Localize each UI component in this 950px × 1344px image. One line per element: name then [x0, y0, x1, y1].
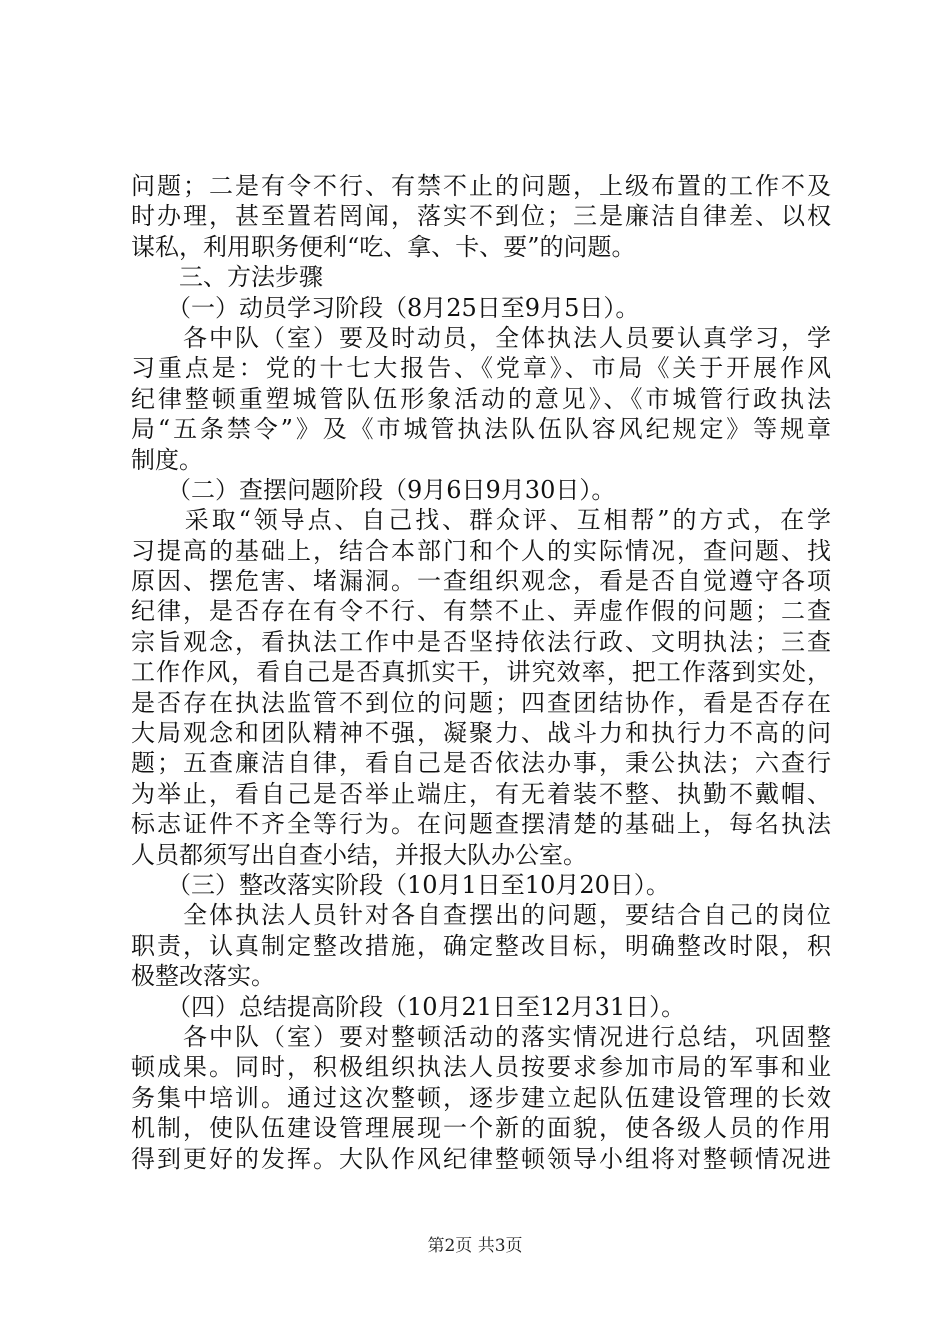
- text-line: 纪律整顿重塑城管队伍形象活动的意见》、《市城管行政执法: [131, 384, 831, 413]
- text-line: 采取“领导点、自己找、群众评、互相帮”的方式，在学: [131, 506, 831, 535]
- text-line: 纪律，是否存在有令不行、有禁不止、弄虚作假的问题；二查: [131, 597, 831, 626]
- text-line: （四）总结提高阶段（10月21日至12月31日）。: [131, 992, 686, 1021]
- text-line: 时办理，甚至置若罔闻，落实不到位；三是廉洁自律差、以权: [131, 202, 831, 231]
- text-line: 局“五条禁令”》及《市城管执法队伍队容风纪规定》等规章: [131, 415, 831, 444]
- text-line: 人员都须写出自查小结，并报大队办公室。: [131, 840, 587, 869]
- document-body: [131, 171, 831, 1174]
- text-line: 为举止，看自己是否举止端庄，有无着装不整、执勤不戴帽、: [131, 779, 831, 808]
- text-line: 三、方法步骤: [131, 263, 323, 292]
- text-line: （二）查摆问题阶段（9月6日9月30日）。: [131, 475, 616, 504]
- text-line: 问题；二是有令不行、有禁不止的问题，上级布置的工作不及: [131, 172, 831, 200]
- text-line: 工作作风，看自己是否真抓实干，讲究效率，把工作落到实处，: [131, 658, 831, 687]
- text-line: 习提高的基础上，结合本部门和个人的实际情况，查问题、找: [131, 536, 831, 565]
- text-line: （一）动员学习阶段（8月25日至9月5日）。: [131, 293, 640, 322]
- page-footer: 第2页 共3页: [427, 1236, 523, 1256]
- text-line: 大局观念和团队精神不强，凝聚力、战斗力和执行力不高的问: [131, 719, 831, 748]
- text-line: 宗旨观念，看执法工作中是否坚持依法行政、文明执法；三查: [131, 627, 831, 656]
- text-line: 题；五查廉洁自律，看自己是否依法办事，秉公执法；六查行: [131, 749, 831, 778]
- text-line: 极整改落实。: [131, 962, 275, 991]
- text-line: 各中队（室）要及时动员，全体执法人员要认真学习，学: [131, 323, 831, 352]
- text-line: 标志证件不齐全等行为。在问题查摆清楚的基础上，每名执法: [131, 810, 831, 839]
- text-line: 各中队（室）要对整顿活动的落实情况进行总结，巩固整: [131, 1022, 831, 1051]
- text-line: 习重点是：党的十七大报告、《党章》、市局《关于开展作风: [131, 354, 831, 383]
- text-line: 得到更好的发挥。大队作风纪律整顿领导小组将对整顿情况进: [131, 1144, 831, 1173]
- text-line: 全体执法人员针对各自查摆出的问题，要结合自己的岗位: [131, 901, 831, 930]
- text-line: 务集中培训。通过这次整顿，逐步建立起队伍建设管理的长效: [131, 1083, 831, 1112]
- text-line: 顿成果。同时，积极组织执法人员按要求参加市局的军事和业: [131, 1053, 831, 1082]
- text-line: 是否存在执法监管不到位的问题；四查团结协作，看是否存在: [131, 688, 831, 717]
- text-line: 制度。: [131, 445, 203, 474]
- text-line: 职责，认真制定整改措施，确定整改目标，明确整改时限，积: [131, 931, 831, 960]
- text-line: （三）整改落实阶段（10月1日至10月20日）。: [131, 870, 670, 899]
- text-line: 谋私，利用职务便利“吃、拿、卡、要”的问题。: [131, 232, 636, 261]
- text-line: 机制，使队伍建设管理展现一个新的面貌，使各级人员的作用: [131, 1114, 831, 1143]
- text-line: 原因、摆危害、堵漏洞。一查组织观念，看是否自觉遵守各项: [131, 567, 831, 596]
